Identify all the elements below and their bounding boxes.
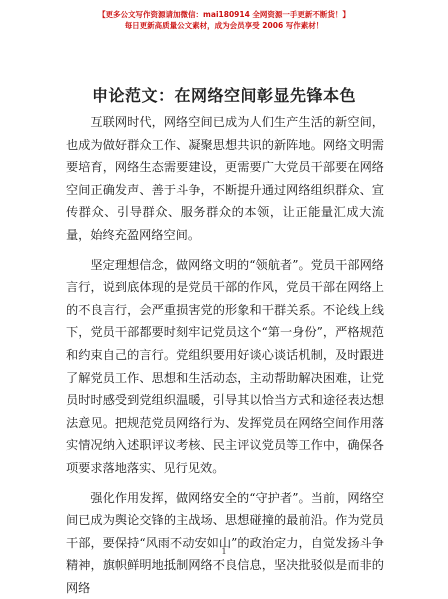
promo-line-2: 每日更新高质量公文素材，成为会员享受 2006 写作素材！ <box>0 20 448 31</box>
paragraph-security: 强化作用发挥，做网络安全的“守护者”。当前，网络空间已成为舆论交锋的主战场、思想碰撞的最前沿。作为党员干部，要保持“风雨不动安如山”的政治定力，自觉发扬斗争精神，旗帜鲜明地抵制网络不良信息，坚决批驳似是而非的网络 <box>66 487 384 599</box>
document-title: 申论范文：在网络空间彰显先锋本色 <box>0 86 448 106</box>
paragraph-ideals: 坚定理想信念，做网络文明的“领航者”。党员干部网络言行，说到底体现的是党员干部的作风，党员干部在网络上的不良言行，会严重损害党的形象和干群关系。不论线上线下，党员干部都要时刻牢记党员这个“第一身份”，严格规范和约束自己的言行。党组织要用好谈心谈话机制，及时跟进了解党员工作、思想和生活动态，主动帮助解决困难，让党员时时感受到党组织温暖，引导其以恰当方式和途径表达想法意见。把规范党员网络行为、发挥党员在网络空间作用落实情况纳入述职评议考核、民主评议党员等工作中，确保各项要求落地落实、见行见效。 <box>66 254 384 480</box>
document-body <box>66 111 384 599</box>
promo-line-1: 【更多公文写作资源请加微信：mai180914 全网资源一手更新不断货！】 <box>0 9 448 20</box>
promo-header <box>0 9 448 31</box>
page-number: 1 <box>0 547 448 557</box>
paragraph-intro: 互联网时代，网络空间已成为人们生产生活的新空间，也成为做好群众工作、凝聚思想共识的新阵地。网络文明需要培育，网络生态需要建设，更需要广大党员干部要在网络空间正确发声、善于斗争，不断提升通过网络组织群众、宣传群众、引导群众、服务群众的本领，让正能量汇成大流量，始终充盈网络空间。 <box>66 111 384 247</box>
